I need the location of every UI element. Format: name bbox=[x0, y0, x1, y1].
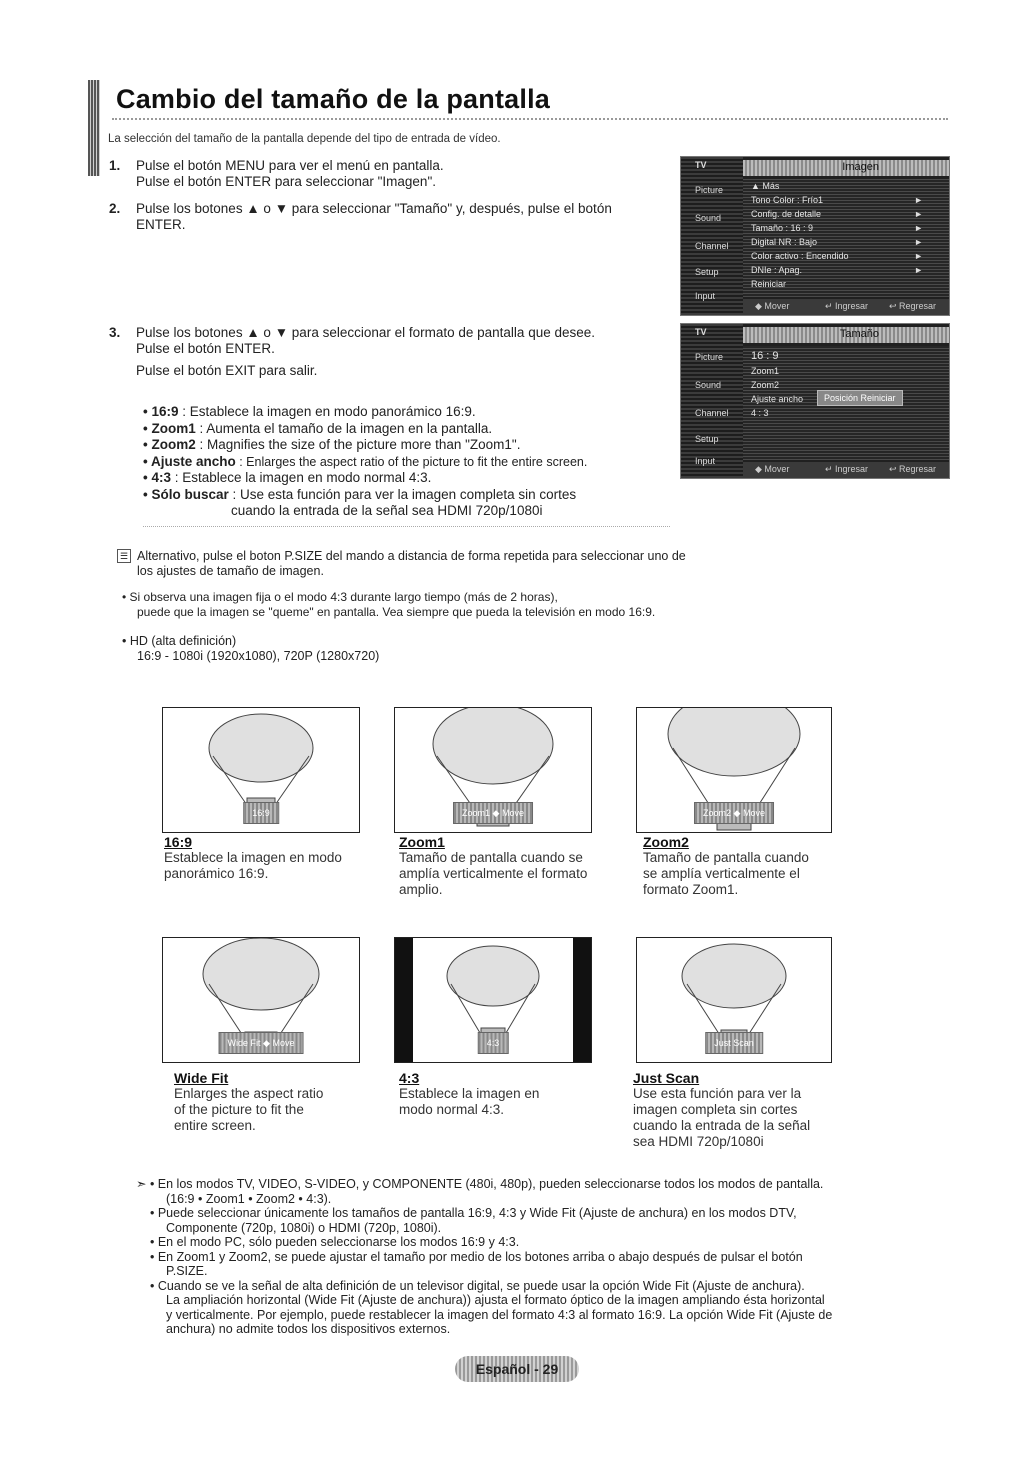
caption-title: Just Scan bbox=[633, 1070, 700, 1086]
chevron-right-icon: ► bbox=[914, 209, 923, 219]
chevron-right-icon: ► bbox=[914, 237, 923, 247]
caption-line: Tamaño de pantalla cuando bbox=[643, 850, 809, 865]
caption-line: cuando la entrada de la señal bbox=[633, 1118, 811, 1133]
sidebar-item-input: Input bbox=[695, 456, 716, 466]
menu-header-title: Tamaño bbox=[839, 328, 879, 340]
menu-item: Zoom1 bbox=[751, 366, 780, 376]
picture-wide-fit bbox=[162, 937, 360, 1063]
menu-item: Color activo : Encendido bbox=[751, 251, 849, 261]
menu-header-title: Imagen bbox=[842, 161, 879, 173]
footer-move: ◆ Mover bbox=[755, 301, 790, 311]
osd-label: Just Scan bbox=[705, 1032, 763, 1054]
menu-item: 4 : 3 bbox=[751, 408, 769, 418]
caption-just-scan bbox=[633, 1070, 853, 1150]
page-number: Español - 29 bbox=[455, 1356, 579, 1382]
caption-4-3 bbox=[399, 1070, 599, 1118]
page-title: Cambio del tamaño de la pantalla bbox=[116, 84, 550, 114]
footer-return: ↩ Regresar bbox=[889, 464, 937, 474]
menu-header bbox=[743, 327, 949, 343]
psize-note: Alternativo, pulse el boton P.SIZE del mando a distancia de forma repetida para seleccionar uno de los ajustes de tamaño de imagen. bbox=[137, 549, 686, 578]
caption-zoom2 bbox=[643, 834, 843, 898]
burn-in-line-2: puede que la imagen se "queme" en pantalla. Vea siempre que pueda la televisión en modo 16:9. bbox=[137, 605, 656, 619]
step-number: 2. bbox=[109, 201, 121, 216]
option-text: : Magnifies the size of the picture more than "Zoom1". bbox=[195, 437, 521, 452]
option-text: cuando la entrada de la señal sea HDMI 720p/1080i bbox=[231, 503, 543, 518]
step-3 bbox=[109, 325, 676, 379]
menu-item: Ajuste ancho bbox=[751, 394, 804, 404]
step-number: 3. bbox=[109, 325, 121, 340]
footer-note-line: ➣ • En los modos TV, VIDEO, S-VIDEO, y COMPONENTE (480i, 480p), pueden seleccionarse todos los modos de pantalla. bbox=[136, 1177, 824, 1191]
tv-label: TV bbox=[695, 160, 707, 170]
picture-just-scan bbox=[636, 937, 832, 1063]
intro-text: La selección del tamaño de la pantalla depende del tipo de entrada de vídeo. bbox=[108, 133, 501, 145]
footer-enter: ↵ Ingresar bbox=[825, 464, 869, 474]
caption-title: 16:9 bbox=[164, 834, 193, 850]
remote-note-icon: ☰ bbox=[117, 549, 131, 563]
sidebar-item-channel: Channel bbox=[695, 241, 729, 251]
menu-item: Tono Color : Frío1 bbox=[751, 195, 824, 205]
caption-line: modo normal 4:3. bbox=[399, 1102, 505, 1117]
menu-sidebar bbox=[681, 324, 743, 478]
menu-screenshot-imagen bbox=[680, 156, 950, 316]
caption-title: Zoom2 bbox=[643, 834, 689, 850]
osd-label: 16:9 bbox=[243, 802, 279, 824]
menu-item: Zoom2 bbox=[751, 380, 780, 390]
footer-note-line: (16:9 • Zoom1 • Zoom2 • 4:3). bbox=[166, 1191, 332, 1206]
caption-line: Enlarges the aspect ratio bbox=[174, 1086, 324, 1101]
footer-enter: ↵ Ingresar bbox=[825, 301, 869, 311]
caption-line: Tamaño de pantalla cuando se bbox=[399, 850, 583, 865]
sidebar-item-picture: Picture bbox=[695, 352, 724, 362]
menu-item: ▲ Más bbox=[751, 181, 780, 191]
sidebar-item-input: Input bbox=[695, 291, 716, 301]
caption-line: formato Zoom1. bbox=[643, 882, 739, 897]
osd-label: Zoom1 ◆ Move bbox=[453, 802, 533, 824]
sidebar-item-setup: Setup bbox=[695, 434, 719, 444]
option-text: : Aumenta el tamaño de la imagen en la pantalla. bbox=[195, 420, 493, 436]
hd-line-1: • HD (alta definición) bbox=[122, 634, 237, 648]
footer-return: ↩ Regresar bbox=[889, 301, 937, 311]
footer-note-line: P.SIZE. bbox=[166, 1264, 208, 1278]
option-16-9 bbox=[143, 404, 670, 421]
option-zoom1 bbox=[143, 421, 670, 438]
option-key: • Sólo buscar bbox=[143, 486, 229, 502]
footer-note-line: Componente (720p, 1080i) o HDMI (720p, 1080i). bbox=[166, 1220, 442, 1235]
title-rule bbox=[112, 118, 948, 120]
option-key: • 16:9 bbox=[143, 404, 179, 419]
chevron-right-icon: ► bbox=[914, 251, 923, 261]
step-line: Pulse los botones ▲ o ▼ para seleccionar "Tamaño" y, después, pulse el botón bbox=[136, 201, 612, 216]
caption-line: imagen completa sin cortes bbox=[633, 1102, 798, 1117]
sidebar-item-channel: Channel bbox=[695, 408, 729, 418]
footer-note-line: • En Zoom1 y Zoom2, se puede ajustar el tamaño por medio de los botones arriba o abajo después de pulsar el botón bbox=[150, 1249, 803, 1264]
osd-label: Zoom2 ◆ Move bbox=[694, 802, 774, 824]
step-line: Pulse el botón ENTER. bbox=[136, 341, 275, 356]
option-text: : Enlarges the aspect ratio of the picture to fit the entire screen. bbox=[235, 454, 588, 469]
option-text: : Establece la imagen en modo normal 4:3. bbox=[171, 470, 432, 485]
caption-title: Zoom1 bbox=[399, 834, 445, 850]
footer-note-line: anchura) no admite todos los dispositivos externos. bbox=[166, 1322, 451, 1336]
footer-notes bbox=[136, 1177, 950, 1337]
footer-note-line: y verticalmente. Por ejemplo, puede restablecer la imagen del formato 4:3 al formato 16:9. La opción Wide Fit (Ajuste de bbox=[166, 1307, 833, 1322]
menu-item: Config. de detalle bbox=[751, 209, 822, 219]
option-zoom2 bbox=[143, 437, 670, 454]
hd-line-2: 16:9 - 1080i (1920x1080), 720P (1280x720) bbox=[137, 649, 380, 663]
option-continuation bbox=[143, 503, 670, 520]
title-accent-bar bbox=[88, 80, 100, 176]
footer-move: ◆ Mover bbox=[755, 464, 790, 474]
step-line: Pulse el botón ENTER para seleccionar "Imagen". bbox=[136, 174, 436, 189]
caption-line: sea HDMI 720p/1080i bbox=[633, 1134, 764, 1149]
footer-note-line: • En el modo PC, sólo pueden seleccionarse los modos 16:9 y 4:3. bbox=[150, 1235, 520, 1249]
sidebar-item-setup: Setup bbox=[695, 267, 719, 277]
sidebar-item-sound: Sound bbox=[695, 380, 722, 390]
step-2 bbox=[109, 201, 676, 233]
sidebar-item-sound: Sound bbox=[695, 213, 722, 223]
caption-line: se amplía verticalmente el bbox=[643, 866, 800, 881]
footer-note-line: • Puede seleccionar únicamente los tamaños de pantalla 16:9, 4:3 y Wide Fit (Ajuste de anchura) en los modos DTV, bbox=[150, 1206, 797, 1220]
menu-footer bbox=[743, 299, 949, 315]
caption-title: 4:3 bbox=[399, 1070, 420, 1086]
option-text: : Establece la imagen en modo panorámico 16:9. bbox=[178, 404, 476, 419]
hd-note bbox=[122, 634, 522, 664]
caption-wide-fit bbox=[174, 1070, 374, 1134]
step-line: Pulse el botón EXIT para salir. bbox=[136, 363, 318, 378]
menu-footer bbox=[743, 462, 949, 478]
option-4-3 bbox=[143, 470, 670, 487]
step-line: ENTER. bbox=[136, 217, 186, 232]
option-key: • 4:3 bbox=[143, 470, 171, 485]
burn-in-line-1: • Si observa una imagen fija o el modo 4:3 durante largo tiempo (más de 2 horas), bbox=[122, 590, 558, 604]
osd-label: Wide Fit ◆ Move bbox=[219, 1032, 304, 1054]
option-ajuste-ancho bbox=[143, 454, 670, 471]
option-key: • Ajuste ancho bbox=[143, 453, 236, 469]
menu-sidebar bbox=[681, 157, 743, 315]
caption-line: Use esta función para ver la bbox=[633, 1086, 802, 1101]
picture-zoom1 bbox=[394, 707, 592, 833]
menu-screenshot-tamano bbox=[680, 323, 950, 479]
sidebar-item-picture: Picture bbox=[695, 185, 724, 195]
option-key: • Zoom2 bbox=[143, 437, 196, 452]
caption-zoom1 bbox=[399, 834, 619, 898]
option-solo-buscar bbox=[143, 487, 670, 504]
menu-item: DNIe : Apag. bbox=[751, 265, 803, 275]
menu-header bbox=[743, 160, 949, 176]
size-options-list bbox=[143, 404, 670, 527]
option-text: : Use esta función para ver la imagen completa sin cortes bbox=[228, 486, 577, 502]
caption-line: of the picture to fit the bbox=[174, 1102, 304, 1117]
chevron-right-icon: ► bbox=[914, 265, 923, 275]
menu-item: Reiniciar bbox=[751, 279, 787, 289]
step-1 bbox=[109, 158, 676, 190]
step-number: 1. bbox=[109, 158, 121, 173]
chevron-right-icon: ► bbox=[914, 223, 923, 233]
burn-in-note bbox=[122, 590, 802, 620]
step-line: Pulse el botón MENU para ver el menú en pantalla. bbox=[136, 158, 444, 173]
footer-note-line: • Cuando se ve la señal de alta definición de un televisor digital, se puede usar la opción Wide Fit (Ajuste de anchura). bbox=[150, 1278, 805, 1293]
chevron-right-icon: ► bbox=[914, 195, 923, 205]
caption-line: amplio. bbox=[399, 882, 443, 897]
option-key: • Zoom1 bbox=[143, 420, 196, 436]
caption-title: Wide Fit bbox=[174, 1070, 229, 1086]
picture-zoom2 bbox=[636, 707, 832, 833]
caption-line: Establece la imagen en modo bbox=[164, 850, 342, 865]
caption-line: panorámico 16:9. bbox=[164, 866, 269, 881]
osd-label: 4:3 bbox=[478, 1032, 509, 1054]
footer-note-line: La ampliación horizontal (Wide Fit (Ajuste de anchura)) ajusta el formato óptico de la imagen ampliando ésta horizontal bbox=[166, 1293, 825, 1307]
caption-line: Establece la imagen en bbox=[399, 1086, 540, 1101]
picture-4-3 bbox=[394, 937, 592, 1063]
position-popup: Posición Reiniciar bbox=[817, 390, 903, 406]
menu-item: Digital NR : Bajo bbox=[751, 237, 818, 247]
menu-item: Tamaño : 16 : 9 bbox=[751, 223, 814, 233]
caption-16-9 bbox=[164, 834, 364, 882]
step-line: Pulse los botones ▲ o ▼ para seleccionar el formato de pantalla que desee. bbox=[136, 325, 595, 340]
caption-line: amplía verticalmente el formato bbox=[399, 866, 588, 881]
caption-line: entire screen. bbox=[174, 1118, 256, 1133]
picture-16-9 bbox=[162, 707, 360, 833]
tv-label: TV bbox=[695, 327, 707, 337]
menu-item: 16 : 9 bbox=[751, 350, 779, 362]
